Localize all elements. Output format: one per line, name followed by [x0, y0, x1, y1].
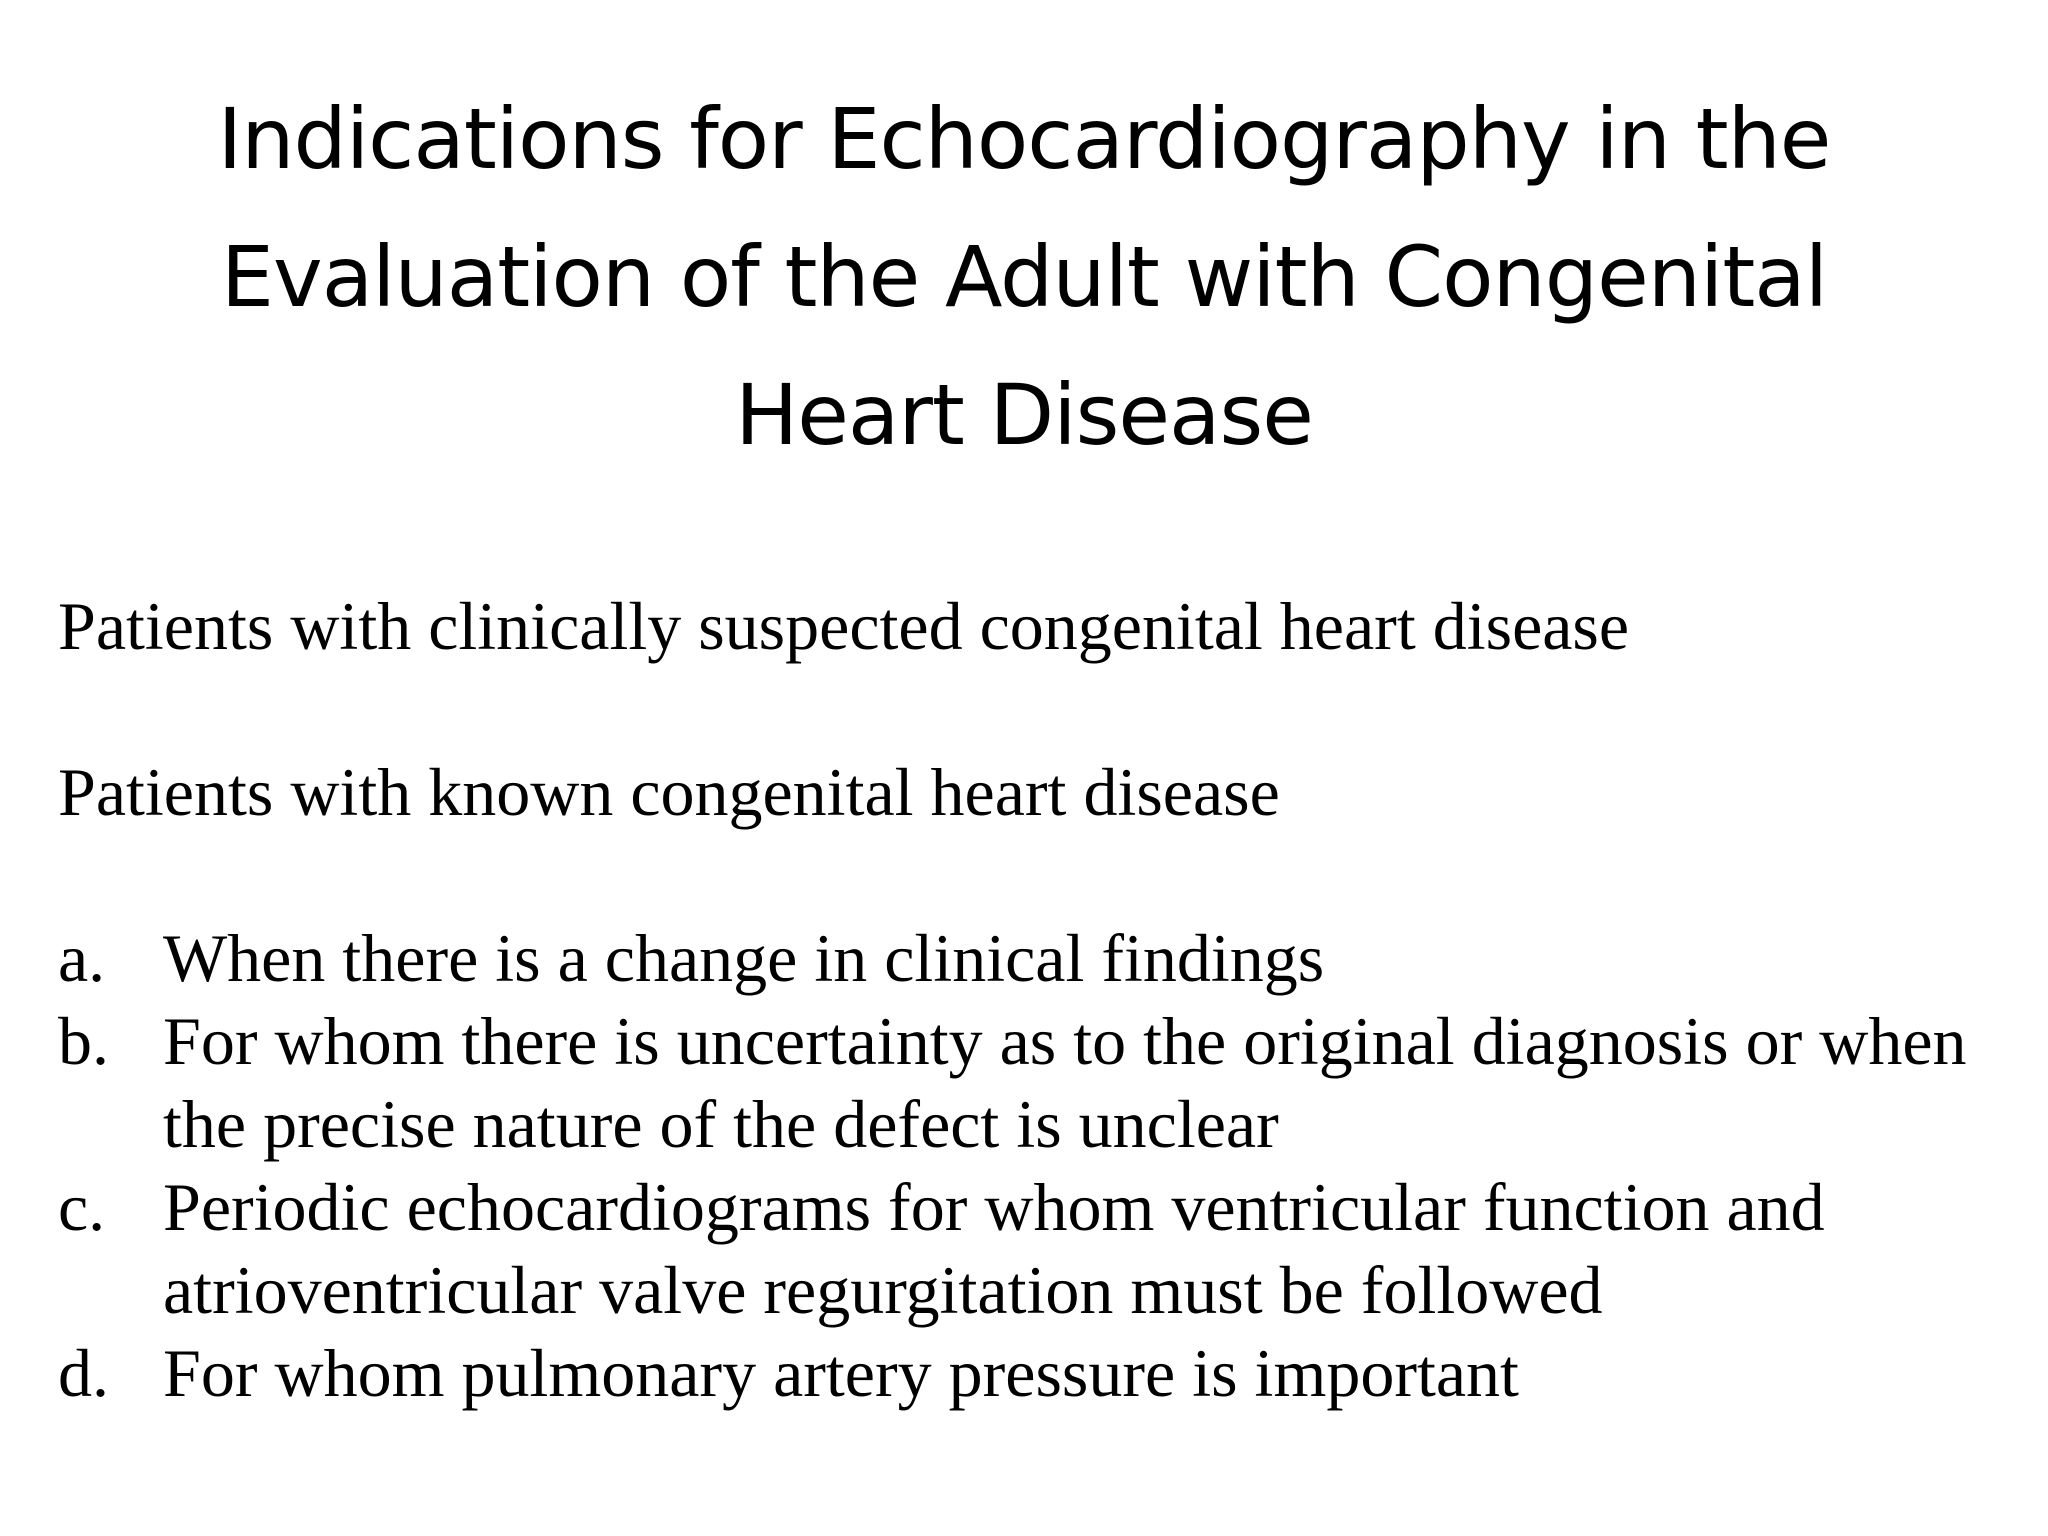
- slide-title: [60, 70, 1988, 484]
- list-item-text: [163, 1000, 2008, 1166]
- title-line-2: Evaluation of the Adult with Congenital: [220, 228, 1828, 326]
- list-item-b: [58, 1000, 2008, 1166]
- paragraph-known: Patients with known congenital heart disease: [58, 754, 1280, 830]
- slide-body: [58, 585, 2008, 1415]
- list-item-d: [58, 1332, 2008, 1415]
- list-item-line: For whom there is uncertainty as to the original diagnosis or when: [163, 1003, 1967, 1079]
- paragraph-suspected: Patients with clinically suspected congenital heart disease: [58, 588, 1630, 664]
- list-item-text: [163, 917, 2008, 1000]
- list-item-line: the precise nature of the defect is unclear: [163, 1086, 1279, 1162]
- list-marker: b.: [58, 1003, 109, 1079]
- list-item-a: [58, 917, 2008, 1000]
- list-item-line: For whom pulmonary artery pressure is important: [163, 1335, 1519, 1411]
- list-marker: d.: [58, 1335, 109, 1411]
- list-item-text: [163, 1332, 2008, 1415]
- list-item-c: [58, 1166, 2008, 1332]
- indications-list: [58, 917, 2008, 1415]
- list-item-line: When there is a change in clinical findings: [163, 920, 1325, 996]
- list-item-text: [163, 1166, 2008, 1332]
- list-item-line: Periodic echocardiograms for whom ventricular function and: [163, 1169, 1825, 1245]
- list-marker: c.: [58, 1169, 106, 1245]
- title-line-3: Heart Disease: [735, 366, 1313, 464]
- list-item-line: atrioventricular valve regurgitation must be followed: [163, 1252, 1603, 1328]
- title-line-1: Indications for Echocardiography in the: [217, 90, 1831, 188]
- list-marker: a.: [58, 920, 106, 996]
